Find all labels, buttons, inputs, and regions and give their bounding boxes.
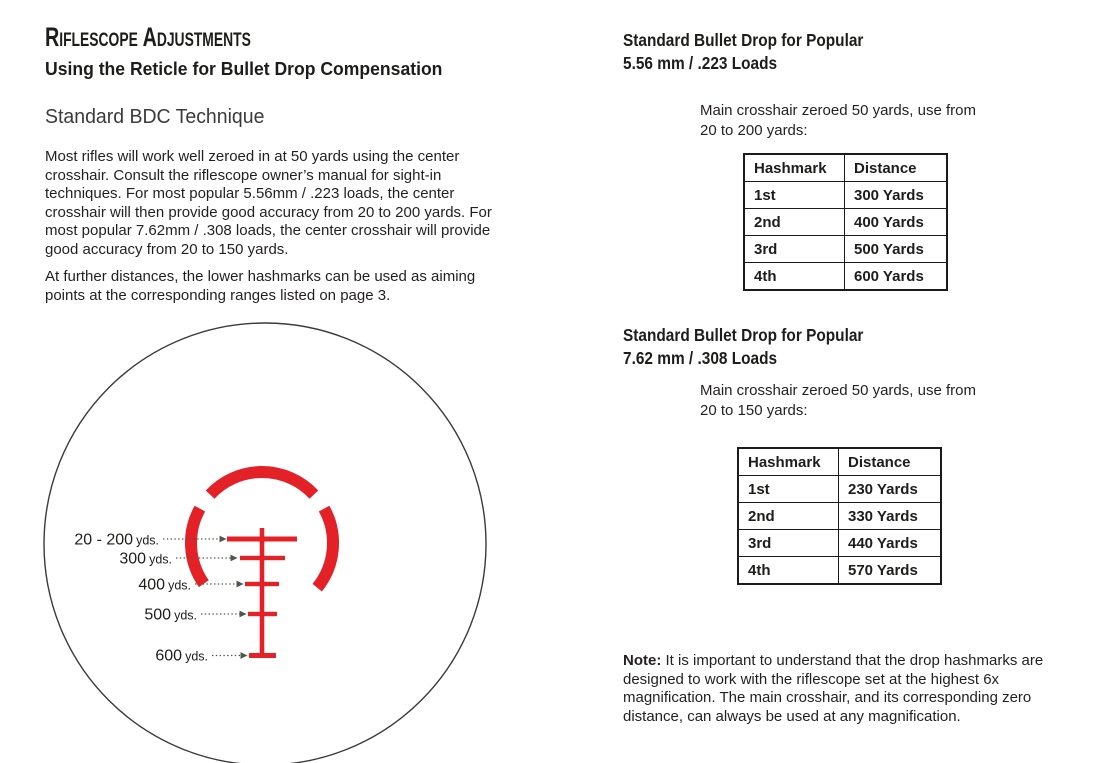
table-cell: 4th — [738, 557, 839, 585]
section2-heading-line1: Standard Bullet Drop for Popular — [623, 325, 864, 345]
body-paragraph-2: At further distances, the lower hashmarks can be used as aiming points at the corresponding ranges listed on page 3. — [45, 268, 476, 304]
table-cell: 600 Yards — [845, 263, 948, 291]
table-header-hashmark: Hashmark — [744, 154, 845, 182]
reticle-label-300: 300 yds. — [119, 550, 172, 568]
note-paragraph — [623, 652, 1053, 727]
reticle-label-500: 500 yds. — [144, 606, 197, 624]
reticle-label-600: 600 yds. — [155, 647, 208, 665]
table-cell: 330 Yards — [839, 503, 942, 530]
section-heading: Standard BDC Technique — [45, 105, 265, 128]
table-row — [744, 209, 947, 236]
section2-heading-line2: 7.62 mm / .308 Loads — [623, 348, 778, 368]
table-header-row — [744, 154, 947, 182]
table-row — [738, 476, 941, 503]
table-row — [744, 263, 947, 291]
leader-arrow-icon — [237, 581, 244, 588]
reticle-vertical-post — [260, 528, 265, 658]
reticle-diagram — [40, 315, 495, 763]
reticle-top-arc — [210, 472, 314, 495]
table-cell: 2nd — [738, 503, 839, 530]
section2-intro-line2: 20 to 150 yards: — [700, 401, 808, 419]
leader-arrow-icon — [240, 611, 247, 618]
table-header-row — [738, 448, 941, 476]
table-cell: 3rd — [738, 530, 839, 557]
page-subtitle: Using the Reticle for Bullet Drop Compensation — [45, 58, 443, 79]
section2-intro-line1: Main crosshair zeroed 50 yards, use from — [700, 382, 976, 399]
section1-intro — [700, 101, 976, 140]
table-cell: 500 Yards — [845, 236, 948, 263]
section1-intro-line1: Main crosshair zeroed 50 yards, use from — [700, 102, 976, 119]
body-paragraph-1: Most rifles will work well zeroed in at 50 yards using the center crosshair. Consult the riflescope owner’s manual for sight-in techniques. For most popular 5.56mm / .223 loads, the center crosshair will then provide good accuracy from 20 to 200 yards. For most popular 7.62mm / .308 loads, the center crosshair will provide good accuracy from 20 to 150 yards. — [45, 148, 492, 258]
table-cell: 570 Yards — [839, 557, 942, 585]
table-row — [738, 557, 941, 585]
table-cell: 400 Yards — [845, 209, 948, 236]
table-cell: 3rd — [744, 236, 845, 263]
note-text: It is important to understand that the drop hashmarks are designed to work with the riflescope set at the highest 6x magnification. The main crosshair, and its corresponding zero distance, can always be used at any magnification. — [623, 652, 1044, 726]
reticle-left-arc — [191, 509, 204, 584]
table-row — [738, 530, 941, 557]
bdc-table-556 — [743, 153, 948, 291]
reticle-main-crosshair — [227, 537, 297, 542]
table-cell: 1st — [744, 182, 845, 209]
table-cell: 440 Yards — [839, 530, 942, 557]
section1-heading — [623, 29, 863, 75]
table-cell: 2nd — [744, 209, 845, 236]
table-header-distance: Distance — [845, 154, 948, 182]
bdc-table-762 — [737, 447, 942, 585]
section2-heading — [623, 324, 863, 370]
section2-intro — [700, 381, 976, 420]
leader-arrow-icon — [220, 536, 227, 543]
reticle-hashmark-600 — [249, 653, 276, 658]
table-cell: 1st — [738, 476, 839, 503]
table-cell: 300 Yards — [845, 182, 948, 209]
table-header-distance: Distance — [839, 448, 942, 476]
section1-intro-line2: 20 to 200 yards: — [700, 121, 808, 139]
table-row — [744, 182, 947, 209]
reticle-hashmark-500 — [248, 612, 277, 616]
table-cell: 230 Yards — [839, 476, 942, 503]
reticle-label-400: 400 yds. — [138, 576, 191, 594]
table-cell: 4th — [744, 263, 845, 291]
reticle-hashmark-300 — [240, 556, 285, 560]
leader-arrow-icon — [241, 652, 248, 659]
reticle-hashmark-400 — [245, 582, 279, 586]
table-header-hashmark: Hashmark — [738, 448, 839, 476]
note-label: Note: — [623, 652, 662, 669]
table-row — [744, 236, 947, 263]
reticle-right-arc — [317, 509, 333, 588]
leader-arrow-icon — [231, 555, 238, 562]
table-row — [738, 503, 941, 530]
section1-heading-line1: Standard Bullet Drop for Popular — [623, 30, 864, 50]
section1-heading-line2: 5.56 mm / .223 Loads — [623, 53, 778, 73]
page-title: Riflescope Adjustments — [45, 22, 251, 52]
reticle-label-20-200: 20 - 200 yds. — [74, 531, 159, 549]
